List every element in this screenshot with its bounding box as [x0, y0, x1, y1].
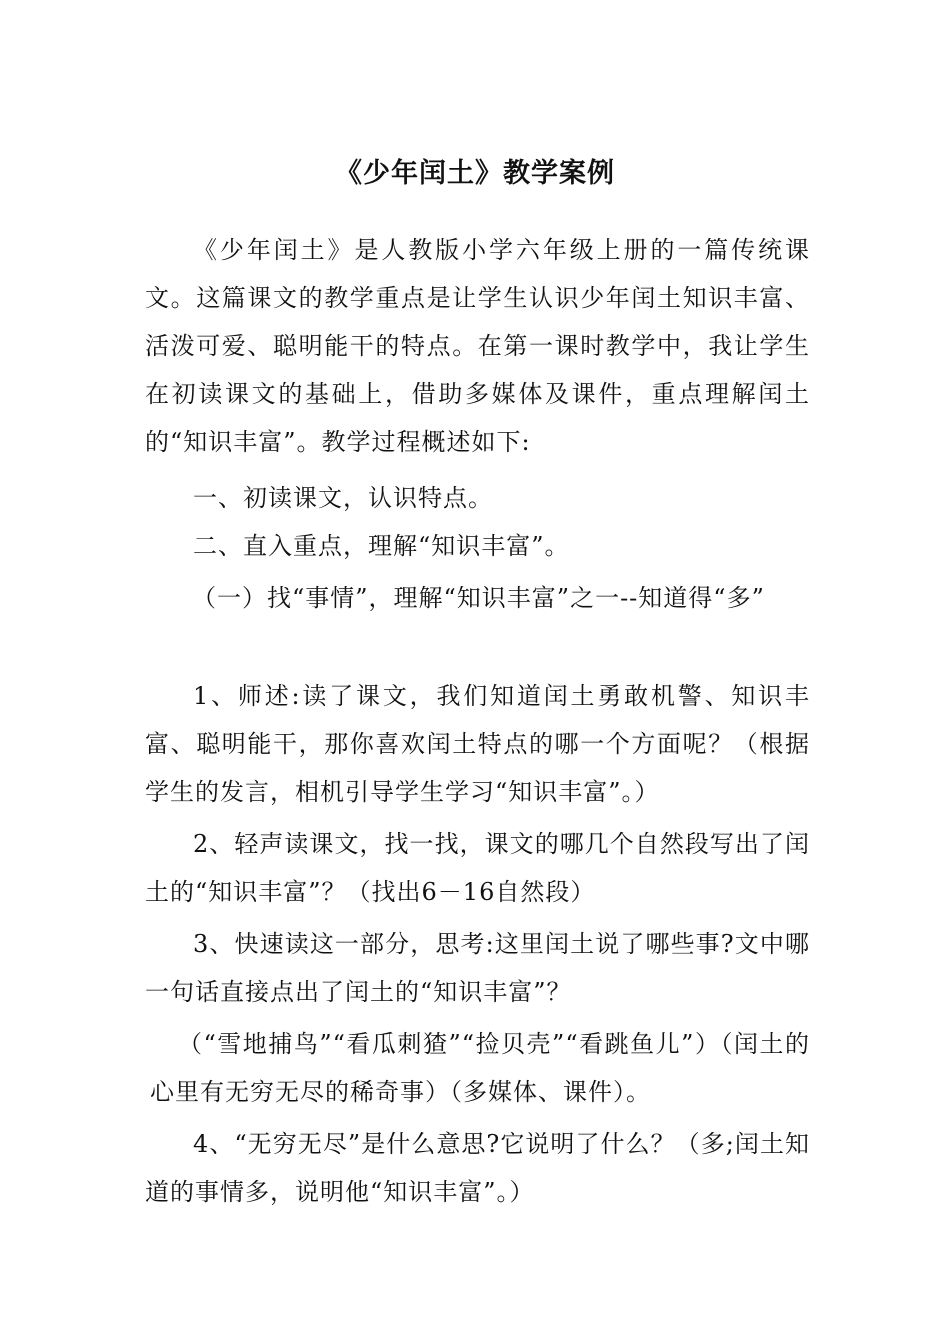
paragraph-item-4: 4、“无穷无尽”是什么意思?它说明了什么？（多;闰土知道的事情多，说明他“知识丰富”。） — [145, 1130, 810, 1206]
paragraph-examples: （“雪地捕鸟”“看瓜刺猹”“捡贝壳”“看跳鱼儿”）（闰土的心里有无穷无尽的稀奇事）（多媒体、课件）。 — [150, 1030, 810, 1106]
paragraph-item-1: 1、师述:读了课文，我们知道闰土勇敢机警、知识丰富、聪明能干，那你喜欢闰土特点的哪一个方面呢？（根据学生的发言，相机引导学生学习“知识丰富”。） — [145, 682, 810, 806]
paragraph-step-2: 二、直入重点，理解“知识丰富”。 — [193, 532, 570, 560]
document-title: 《少年闰土》教学案例 — [335, 158, 615, 189]
paragraph-intro: 《少年闰土》是人教版小学六年级上册的一篇传统课文。这篇课文的教学重点是让学生认识少年闰土知识丰富、活泼可爱、聪明能干的特点。在第一课时教学中，我让学生在初读课文的基础上，借助多媒体及课件，重点理解闰土的“知识丰富”。教学过程概述如下: — [145, 236, 810, 456]
paragraph-step-1: 一、初读课文，认识特点。 — [193, 484, 493, 512]
paragraph-item-2: 2、轻声读课文，找一找，课文的哪几个自然段写出了闰土的“知识丰富”？（找出6－16自然段） — [145, 830, 810, 906]
paragraph-subsection-1: （一）找“事情”，理解“知识丰富”之一--知道得“多” — [192, 584, 765, 612]
paragraph-item-3: 3、快速读这一部分，思考:这里闰土说了哪些事?文中哪一句话直接点出了闰土的“知识丰富”？ — [145, 930, 810, 1006]
